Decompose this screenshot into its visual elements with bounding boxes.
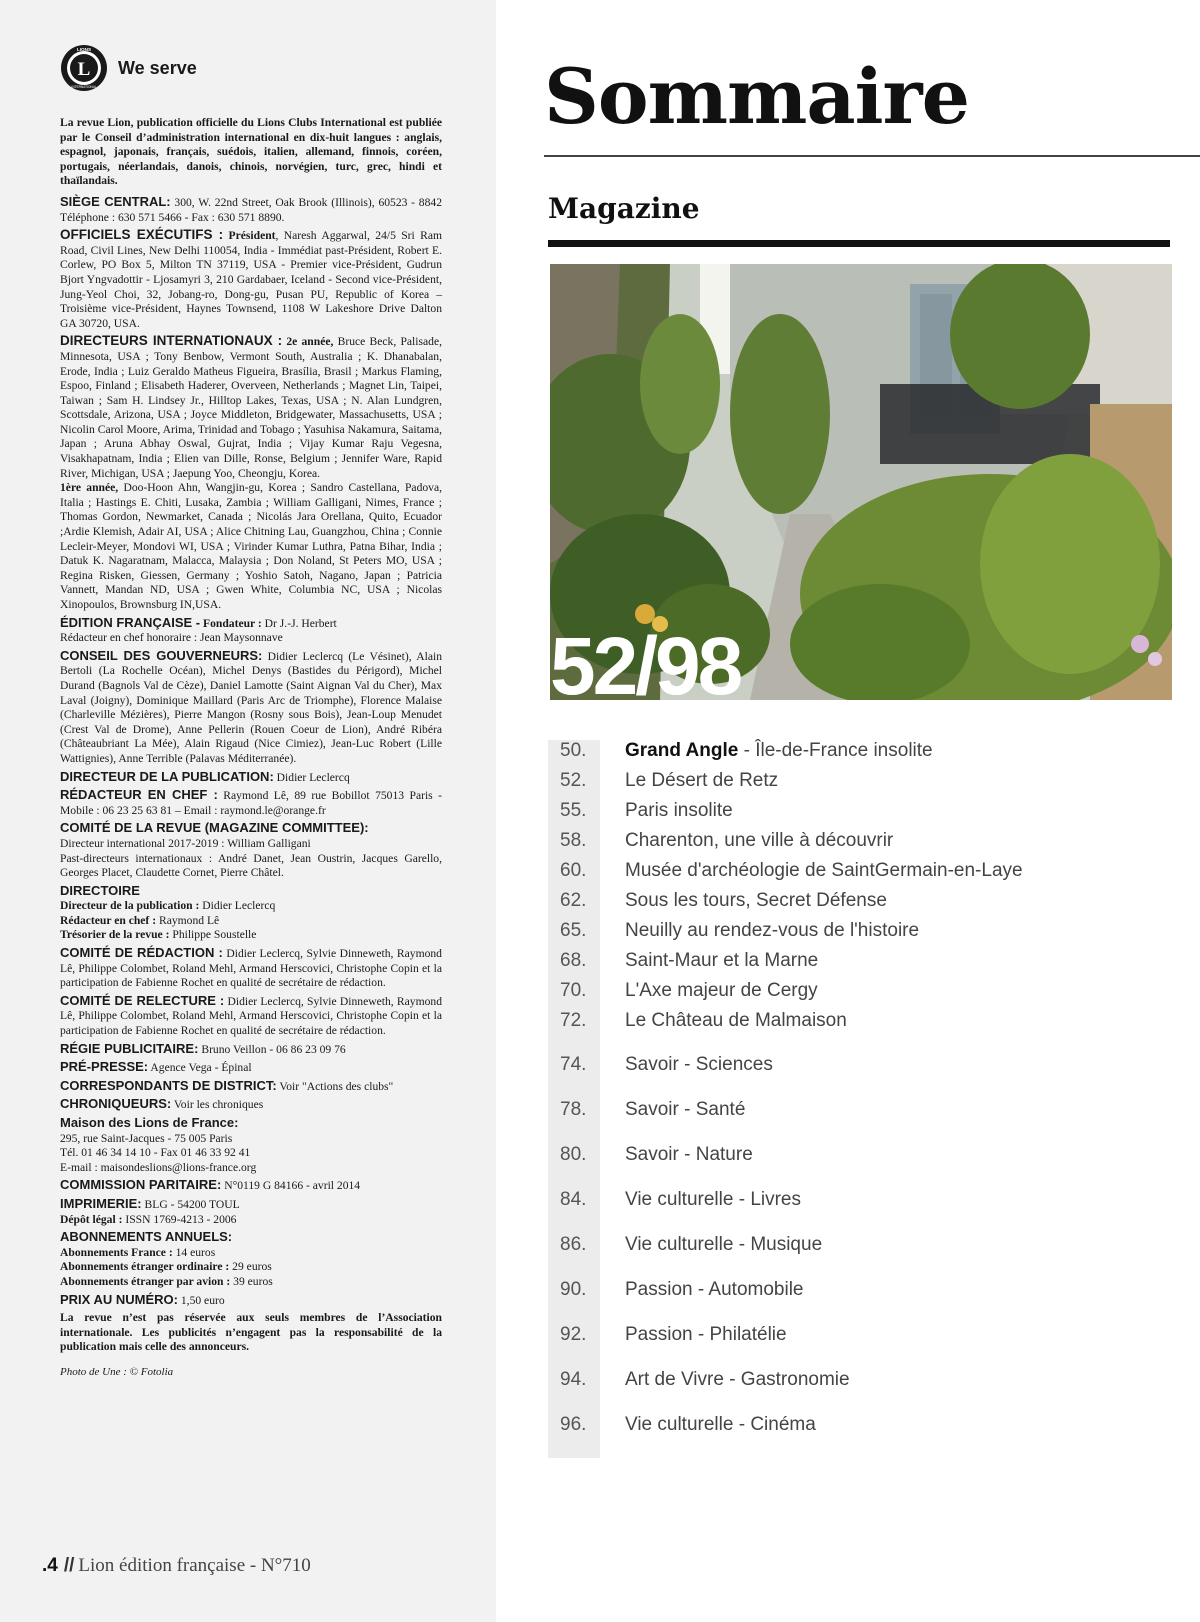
toc-title <box>625 1054 773 1076</box>
toc-page-number: 86. <box>560 1234 587 1255</box>
toc-entry <box>548 1054 1108 1084</box>
toc-entry <box>548 1010 1108 1040</box>
toc-title-text: Saint-Maur et la Marne <box>625 950 819 971</box>
directoire-heading: DIRECTOIRE <box>60 882 140 898</box>
toc-title <box>625 920 919 942</box>
toc-title-text: Sous les tours, Secret Défense <box>625 890 887 911</box>
directoire-text-2: Raymond Lê <box>156 913 220 927</box>
toc-entry <box>548 860 1108 890</box>
toc-title-text: Charenton, une ville à découvrir <box>625 830 894 851</box>
toc-entry <box>548 1369 1108 1399</box>
edition-text: Dr J.-J. Herbert <box>261 616 337 630</box>
conseil-heading: CONSEIL DES GOUVERNEURS: <box>60 647 263 663</box>
toc-title-text: Vie culturelle - Livres <box>625 1189 802 1210</box>
relecture-text: Didier Leclercq, Sylvie Dinneweth, Raymond Lê, Philippe Colombet, Roland Mehl, Armand Herscovici, Christophe Copin et la participation de Fabienne Rochet en qualité de secrétaire de rédaction. <box>60 994 442 1038</box>
siege-block <box>60 195 442 225</box>
toc-entry <box>548 1279 1108 1309</box>
toc-title-text: - Île-de-France insolite <box>738 740 933 761</box>
commission-text: N°0119 G 84166 - avril 2014 <box>221 1179 361 1193</box>
toc-page-number: 50. <box>560 740 587 761</box>
toc-title-text: Savoir - Nature <box>625 1144 753 1165</box>
commission-block <box>60 1178 442 1194</box>
toc-title-text: Passion - Philatélie <box>625 1324 787 1345</box>
directeurs-bold-2: 2e année, <box>286 335 334 349</box>
regie-heading: RÉGIE PUBLICITAIRE: <box>60 1040 199 1056</box>
toc-title <box>625 1144 753 1166</box>
conseil-block <box>60 649 442 767</box>
toc-page-number: 78. <box>560 1099 587 1120</box>
toc-title <box>625 1099 745 1121</box>
toc-entry <box>548 980 1108 1010</box>
redaction-block <box>60 946 442 991</box>
toc-page-number: 96. <box>560 1414 587 1435</box>
directoire-bold-2: Rédacteur en chef : <box>60 913 157 927</box>
siege-heading: SIÈGE CENTRAL: <box>60 193 171 209</box>
abo-text-2: 29 euros <box>229 1260 272 1274</box>
toc-page-number: 94. <box>560 1369 587 1390</box>
toc-title-text: Savoir - Sciences <box>625 1054 773 1075</box>
masthead <box>60 116 442 1386</box>
directeurs-heading: DIRECTEURS INTERNATIONAUX : <box>60 333 283 349</box>
prepresse-text: Agence Vega - Épinal <box>148 1061 252 1075</box>
prix-text: 1,50 euro <box>177 1293 225 1307</box>
toc-title-text: Neuilly au rendez-vous de l'histoire <box>625 920 920 941</box>
title-divider <box>544 155 1200 157</box>
toc-title-text: Vie culturelle - Cinéma <box>625 1414 816 1435</box>
toc-entry <box>548 950 1108 980</box>
directoire-block <box>60 884 442 943</box>
footer-separator: // <box>63 1555 75 1576</box>
toc-entry <box>548 740 1108 770</box>
toc-title <box>625 950 818 972</box>
depot-text: ISSN 1769-4213 - 2006 <box>122 1212 237 1226</box>
regie-text: Bruno Veillon - 06 86 23 09 76 <box>198 1042 346 1056</box>
photo-page-range: 52/98 <box>550 621 741 712</box>
comite-revue-text-2: Past-directeurs internationaux : André Danet, Jean Oustrin, Jacques Garello, Georges Placet, Claudette Cornet, Pierre Châtel. <box>60 851 442 880</box>
toc-title-emphasis: Grand Angle <box>625 740 739 761</box>
maison-address: 295, rue Saint-Jacques - 75 005 Paris <box>60 1131 233 1145</box>
directoire-text-1: Didier Leclercq <box>199 899 276 913</box>
photo-credit: Photo de Une : © Fotolia <box>60 1365 174 1378</box>
commission-heading: COMMISSION PARITAIRE: <box>60 1177 222 1193</box>
logo-text-top: LIONS <box>76 47 92 53</box>
abo-bold-2: Abonnements étranger ordinaire : <box>60 1260 230 1274</box>
abo-bold-1: Abonnements France : <box>60 1245 173 1259</box>
redacteur-block <box>60 788 442 818</box>
toc-entry <box>548 770 1108 800</box>
toc-entry <box>548 1099 1108 1129</box>
directeurs-text-2: Bruce Beck, Palisade, Minnesota, USA ; Tony Benbow, Vermont South, Australia ; K. Dhanabalan, Erode, India ; Luiz Geraldo Matheus Figueira, Brasília, Brasil ; Markus Flaming, Espoo, Finland ; Elisabeth Haderer, Overveen, Netherlands ; Magnet Lin, Taipei, Taiwan ; Sam H. Lindsey Jr., Hilltop Lakes, Texas, USA ; N. Alan Lundgren, Scottsdale, Arizona, USA ; Joyce Middleton, Bridgewater, Massachusetts, USA ; Nicolin Carol Moore, Arima, Trinidad and Tobago ; Yasuhisa Nakamura, Saitama, Japan ; Aruna Abhay Oswal, Gujrat, India ; Vijay Kumar Raju Vegesna, Visakhapatnam, India ; Elien van Dille, Ronse, Belgium ; Jennifer Ware, Rapid River, Michigan, USA ; Jaepung Yoo, Cheongju, Korea. <box>60 335 442 480</box>
toc-title <box>625 1414 816 1436</box>
toc-title-text: Musée d'archéologie de SaintGermain-en-Laye <box>625 860 1023 881</box>
toc-title <box>625 890 887 912</box>
directoire-bold-3: Trésorier de la revue : <box>60 928 170 942</box>
toc-page-number: 65. <box>560 920 587 941</box>
directeur-pub-heading: DIRECTEUR DE LA PUBLICATION: <box>60 768 274 784</box>
comite-revue-text-1: Directeur international 2017-2019 : William Galligani <box>60 836 311 850</box>
toc-title <box>625 1010 847 1032</box>
toc-page-number: 72. <box>560 1010 587 1031</box>
regie-block <box>60 1042 442 1058</box>
toc-page-number: 58. <box>560 830 587 851</box>
toc-entry <box>548 1414 1108 1444</box>
toc-title <box>625 800 733 822</box>
prepresse-heading: PRÉ-PRESSE: <box>60 1059 149 1075</box>
brand-slogan: We serve <box>118 57 197 78</box>
toc-entry <box>548 1189 1108 1219</box>
toc-title-text: L'Axe majeur de Cergy <box>625 980 818 1001</box>
toc-title <box>625 860 1023 882</box>
correspondants-text: Voir "Actions des clubs" <box>276 1079 394 1093</box>
abonnements-block <box>60 1230 442 1289</box>
edition-bold: Fondateur : <box>203 616 262 630</box>
toc-page-number: 84. <box>560 1189 587 1210</box>
toc-page-number: 74. <box>560 1054 587 1075</box>
abo-text-1: 14 euros <box>172 1245 216 1259</box>
redacteur-text: Raymond Lê, 89 rue Bobillot 75013 Paris - Mobile : 06 23 25 63 81 – Email : raymond.le@orange.fr <box>60 789 442 817</box>
directeur-pub-text: Didier Leclercq <box>273 770 350 784</box>
toc-entry <box>548 800 1108 830</box>
edition-heading: ÉDITION FRANÇAISE - <box>60 614 201 630</box>
toc-title-text: Passion - Automobile <box>625 1279 804 1300</box>
disclaimer: La revue n’est pas réservée aux seuls membres de l’Association internationale. Les publicités n’engagent pas la responsabilité de la publication mais celle des annonceurs. <box>60 1311 442 1354</box>
toc-page-number: 92. <box>560 1324 587 1345</box>
directeur-pub-block <box>60 770 442 786</box>
toc-title <box>625 1279 804 1301</box>
depot-bold: Dépôt légal : <box>60 1212 123 1226</box>
imprimerie-text: BLG - 54200 TOUL <box>141 1197 240 1211</box>
directeurs-block <box>60 334 442 612</box>
chroniqueurs-heading: CHRONIQUEURS: <box>60 1096 172 1112</box>
abo-text-3: 39 euros <box>230 1274 273 1288</box>
toc-title <box>625 1234 822 1256</box>
toc-title-text: Paris insolite <box>625 800 733 821</box>
officiels-heading: OFFICIELS EXÉCUTIFS : <box>60 227 224 243</box>
toc-page-number: 80. <box>560 1144 587 1165</box>
directeurs-bold-1: 1ère année, <box>60 481 119 495</box>
comite-revue-heading: COMITÉ DE LA REVUE (MAGAZINE COMMITTEE): <box>60 820 369 836</box>
conseil-text: Didier Leclercq (Le Vésinet), Alain Bertoli (La Rochelle Océan), Michel Denys (Bastides du Périgord), Michel Durand (Bagnols Val de Cèze), Daniel Lamotte (Saint Aignan Val du Cher), Max Laval (Joigny), Dominique Maillard (Paris Arc de Triomphe), Florence Malaise (Charleville Mézières), Pierre Mangon (Rosny sous Bois), Jean-Loup Menudet (Crest Val de Drome), Anne Pellerin (Rouen Coeur de Lion), André Ribéra (Châteaubriant La Mée), Alain Rigaud (Nice Cimiez), Jean-Luc Robert (Lille Wattignies), Anne Terrible (Palavas Méditerranée). <box>60 649 442 765</box>
toc-title-text: Savoir - Santé <box>625 1099 746 1120</box>
toc-title <box>625 770 778 792</box>
maison-phone: Tél. 01 46 34 14 10 - Fax 01 46 33 92 41 <box>60 1146 251 1160</box>
logo-letter: L <box>77 59 91 80</box>
toc-entry <box>548 890 1108 920</box>
toc-page-number: 68. <box>560 950 587 971</box>
officiels-block <box>60 228 442 331</box>
comite-revue-block <box>60 821 442 880</box>
publication-name: Lion édition française - N°710 <box>78 1555 311 1576</box>
toc-page-number: 60. <box>560 860 587 881</box>
officiels-text: , Naresh Aggarwal, 24/5 Sri Ram Road, Civil Lines, New Delhi 110054, India - Immédiat past-Président, Robert E. Corlew, PO Box 5, Milton TN 37119, USA - Premier vice-Président, Gudrun Bjort Yngvadottir - Ljosamyri 3, 210 Gardabaer, Iceland - Second vice-Président, Jung-Yeol Choi, 32, Jobang-ro, Dong-gu, Pusan PU, Republic of Korea – Troisième vice-Président, Haynes Townsend, 1108 W Lakeshore Drive Dalton GA 30720, USA. <box>60 229 443 330</box>
maison-email: E-mail : maisondeslions@lions-france.org <box>60 1160 257 1174</box>
abo-bold-3: Abonnements étranger par avion : <box>60 1274 231 1288</box>
abonnements-heading: ABONNEMENTS ANNUELS: <box>60 1229 233 1245</box>
directoire-bold-1: Directeur de la publication : <box>60 899 200 913</box>
prepresse-block <box>60 1060 442 1076</box>
page-number: .4 <box>42 1555 58 1576</box>
toc-title <box>625 830 893 852</box>
siege-text: 300, W. 22nd Street, Oak Brook (Illinois), 60523 - 8842 Téléphone : 630 571 5466 - Fax : 630 571 8890. <box>60 195 442 224</box>
toc-title <box>625 740 933 762</box>
relecture-heading: COMITÉ DE RELECTURE : <box>60 992 225 1008</box>
directeurs-text-1: Doo-Hoon Ahn, Wangjin-gu, Korea ; Sandro Castellana, Padova, Italia ; Hastings E. Chiti, Lusaka, Zambia ; William Galligani, Nimes, France ; Thomas Gordon, Newmarket, Canada ; Nicolás Jara Orellana, Quito, Ecuador ;Ardie Klemish, Adair AI, USA ; Alice Chitning Lau, Guangzhou, China ; Connie Lecleir-Meyer, Mondovi WI, USA ; Virinder Kumar Luthra, Patna Bihar, India ; Datuk K. Nagaratnam, Malacca, Malaysia ; Don Noland, St Peters MO, USA ; Regina Risken, Giessen, Germany ; Yoshio Satoh, Nagano, Japan ; Patricia Vannett, Mandan ND, USA ; Gwen White, Columbia NC, USA ; Nicolas Xinopoulos, Brownsburg IN,USA. <box>60 481 443 611</box>
correspondants-heading: CORRESPONDANTS DE DISTRICT: <box>60 1077 277 1093</box>
toc-title <box>625 1324 787 1346</box>
chroniqueurs-block <box>60 1097 442 1113</box>
prix-block <box>60 1293 442 1309</box>
toc-title <box>625 1369 850 1391</box>
toc-title-text: Le Désert de Retz <box>625 770 779 791</box>
maison-heading: Maison des Lions de France: <box>60 1115 239 1130</box>
lions-logo-icon <box>60 44 108 92</box>
toc-entry <box>548 1324 1108 1354</box>
toc-page-number: 55. <box>560 800 587 821</box>
relecture-block <box>60 994 442 1039</box>
toc-title <box>625 1189 801 1211</box>
toc-entry <box>548 1144 1108 1174</box>
toc-title <box>625 980 818 1002</box>
page-footer <box>42 1555 311 1577</box>
redacteur-heading: RÉDACTEUR EN CHEF : <box>60 787 218 803</box>
imprimerie-block <box>60 1197 442 1227</box>
toc-page-number: 62. <box>560 890 587 911</box>
masthead-panel <box>0 0 496 1622</box>
intro-text: La revue Lion, publication officielle du Lions Clubs International est publiée par le Conseil d’administration international en dix-huit langues : anglais, espagnol, japonais, français, suédois, italien, allemand, finnois, coréen, portugais, néerlandais, danois, chinois, norvégien, turc, grec, hindi et thaïlandais. <box>60 116 442 188</box>
redaction-heading: COMITÉ DE RÉDACTION : <box>60 945 223 961</box>
redaction-text: Didier Leclercq, Sylvie Dinneweth, Raymond Lê, Philippe Colombet, Roland Mehl, Armand Herscovici, Christophe Copin et la participation de Fabienne Rochet en qualité de secrétaire de rédaction. <box>60 947 442 990</box>
toc-title-text: Le Château de Malmaison <box>625 1010 847 1031</box>
toc-entry <box>548 830 1108 860</box>
toc-page-number: 90. <box>560 1279 587 1300</box>
logo-text-bottom: INTERNATIONAL <box>71 85 97 90</box>
brand <box>60 44 197 92</box>
edition-text-2: Rédacteur en chef honoraire : Jean Maysonnave <box>60 631 283 645</box>
toc-page-number: 70. <box>560 980 587 1001</box>
toc-entry <box>548 920 1108 950</box>
edition-block <box>60 616 442 646</box>
chroniqueurs-text: Voir les chroniques <box>171 1098 264 1112</box>
toc-entry <box>548 1234 1108 1264</box>
toc-page-number: 52. <box>560 770 587 791</box>
imprimerie-heading: IMPRIMERIE: <box>60 1195 142 1211</box>
correspondants-block <box>60 1079 442 1095</box>
maison-block <box>60 1116 442 1175</box>
section-title: Magazine <box>548 192 700 225</box>
toc-title-text: Art de Vivre - Gastronomie <box>625 1369 850 1390</box>
prix-heading: PRIX AU NUMÉRO: <box>60 1291 178 1307</box>
officiels-bold: Président <box>228 229 276 243</box>
directoire-text-3: Philippe Soustelle <box>169 928 257 942</box>
page-title: Sommaire <box>544 52 969 141</box>
toc-title-text: Vie culturelle - Musique <box>625 1234 823 1255</box>
section-divider <box>548 240 1170 247</box>
